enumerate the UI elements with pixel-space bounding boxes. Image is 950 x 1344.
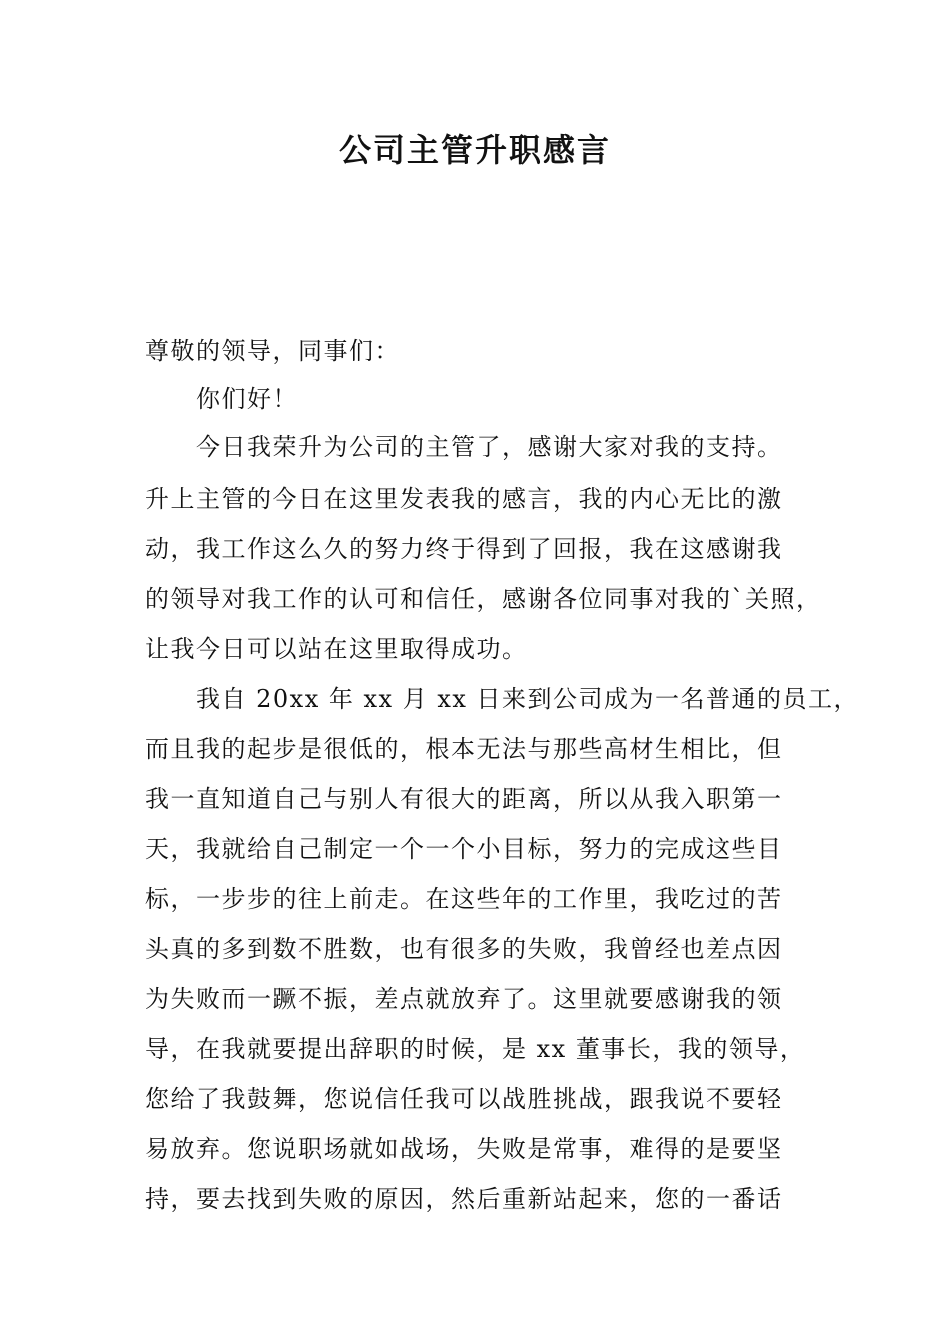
paragraph-1-line-1: 今日我荣升为公司的主管了，感谢大家对我的支持。 — [196, 433, 783, 461]
paragraph-2-line-1: 我自 20xx 年 xx 月 xx 日来到公司成为一名普通的员工， — [196, 685, 860, 713]
paragraph-1-line-2: 升上主管的今日在这里发表我的感言，我的内心无比的激 — [145, 485, 783, 513]
document-title: 公司主管升职感言 — [338, 131, 611, 169]
paragraph-2-line-8: 导，在我就要提出辞职的时候，是 xx 董事长，我的领导， — [145, 1035, 806, 1063]
paragraph-2-line-2: 而且我的起步是很低的，根本无法与那些高材生相比，但 — [145, 735, 783, 763]
paragraph-2-line-7: 为失败而一蹶不振，差点就放弃了。这里就要感谢我的领 — [145, 985, 783, 1013]
paragraph-2-line-4: 天，我就给自己制定一个一个小目标，努力的完成这些目 — [145, 835, 783, 863]
paragraph-2-line-5: 标，一步步的往上前走。在这些年的工作里，我吃过的苦 — [145, 885, 783, 913]
salutation-line: 尊敬的领导，同事们： — [145, 337, 400, 365]
paragraph-1-line-3: 动，我工作这么久的努力终于得到了回报，我在这感谢我 — [145, 535, 783, 563]
paragraph-2-line-9: 您给了我鼓舞，您说信任我可以战胜挑战，跟我说不要轻 — [145, 1085, 783, 1113]
paragraph-2-line-11: 持，要去找到失败的原因，然后重新站起来，您的一番话 — [145, 1185, 783, 1213]
paragraph-1-line-5: 让我今日可以站在这里取得成功。 — [145, 635, 528, 663]
paragraph-2-line-3: 我一直知道自己与别人有很大的距离，所以从我入职第一 — [145, 785, 783, 813]
paragraph-1-line-4: 的领导对我工作的认可和信任，感谢各位同事对我的`关照， — [145, 585, 822, 613]
paragraph-2-line-10: 易放弃。您说职场就如战场，失败是常事，难得的是要坚 — [145, 1135, 783, 1163]
greeting-line: 你们好！ — [196, 385, 298, 413]
paragraph-2-line-6: 头真的多到数不胜数，也有很多的失败，我曾经也差点因 — [145, 935, 783, 963]
